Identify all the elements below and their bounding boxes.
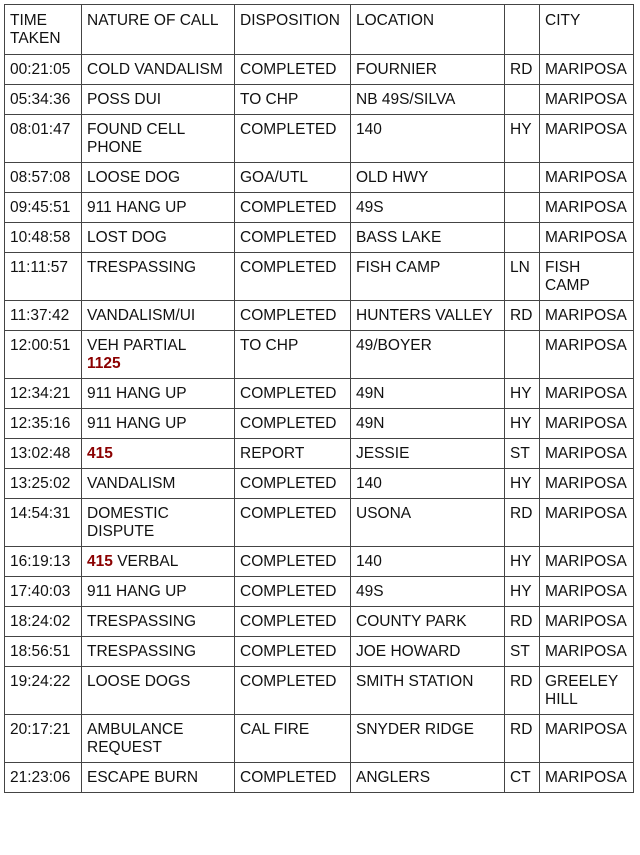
- cell-time: 09:45:51: [5, 193, 82, 223]
- cell-city: MARIPOSA: [540, 763, 634, 793]
- cell-city: MARIPOSA: [540, 547, 634, 577]
- nature-text: POSS DUI: [87, 91, 162, 108]
- table-row: [5, 163, 634, 193]
- incident-code: 415: [87, 553, 113, 570]
- cell-city: MARIPOSA: [540, 637, 634, 667]
- cell-time: 12:35:16: [5, 409, 82, 439]
- cell-direction: ST: [505, 637, 540, 667]
- cell-location: 49N: [351, 379, 505, 409]
- cell-disposition: CAL FIRE: [235, 715, 351, 763]
- nature-text: VANDALISM: [87, 475, 176, 492]
- cell-location: 49S: [351, 577, 505, 607]
- table-row: [5, 409, 634, 439]
- nature-text: TRESPASSING: [87, 259, 197, 276]
- nature-text: 911 HANG UP: [87, 199, 187, 216]
- cell-city: MARIPOSA: [540, 715, 634, 763]
- cell-nature: [82, 193, 235, 223]
- cell-time: 21:23:06: [5, 763, 82, 793]
- cell-location: 140: [351, 469, 505, 499]
- incident-code: 1125: [87, 355, 121, 372]
- cell-city: MARIPOSA: [540, 439, 634, 469]
- cell-disposition: COMPLETED: [235, 499, 351, 547]
- cell-nature: [82, 331, 235, 379]
- cell-city: MARIPOSA: [540, 469, 634, 499]
- table-row: [5, 331, 634, 379]
- header-direction: [505, 5, 540, 55]
- cell-disposition: COMPLETED: [235, 223, 351, 253]
- cell-nature: [82, 409, 235, 439]
- cell-direction: ST: [505, 439, 540, 469]
- cell-direction: HY: [505, 115, 540, 163]
- cell-nature: [82, 577, 235, 607]
- cell-disposition: COMPLETED: [235, 193, 351, 223]
- cell-direction: RD: [505, 715, 540, 763]
- cell-nature: [82, 607, 235, 637]
- cell-location: 140: [351, 547, 505, 577]
- table-row: [5, 469, 634, 499]
- cell-direction: HY: [505, 577, 540, 607]
- cell-disposition: COMPLETED: [235, 409, 351, 439]
- cell-time: 12:34:21: [5, 379, 82, 409]
- cell-disposition: COMPLETED: [235, 607, 351, 637]
- nature-text: ESCAPE BURN: [87, 769, 199, 786]
- cell-time: 08:57:08: [5, 163, 82, 193]
- cell-disposition: COMPLETED: [235, 253, 351, 301]
- nature-text: FOUND CELL PHONE: [87, 121, 185, 156]
- cell-nature: [82, 667, 235, 715]
- cell-nature: [82, 223, 235, 253]
- cell-city: MARIPOSA: [540, 115, 634, 163]
- cell-city: MARIPOSA: [540, 55, 634, 85]
- cell-disposition: REPORT: [235, 439, 351, 469]
- cell-direction: LN: [505, 253, 540, 301]
- cell-location: JESSIE: [351, 439, 505, 469]
- cell-time: 13:25:02: [5, 469, 82, 499]
- table-row: [5, 547, 634, 577]
- nature-text: TRESPASSING: [87, 643, 197, 660]
- cell-nature: [82, 637, 235, 667]
- nature-text: 911 HANG UP: [87, 385, 187, 402]
- table-row: [5, 499, 634, 547]
- cell-city: GREELEY HILL: [540, 667, 634, 715]
- cell-nature: [82, 715, 235, 763]
- cell-direction: RD: [505, 499, 540, 547]
- cell-nature: [82, 85, 235, 115]
- cell-location: FOURNIER: [351, 55, 505, 85]
- cell-time: 18:56:51: [5, 637, 82, 667]
- cell-location: SNYDER RIDGE: [351, 715, 505, 763]
- cell-city: MARIPOSA: [540, 163, 634, 193]
- cell-disposition: COMPLETED: [235, 301, 351, 331]
- cell-time: 20:17:21: [5, 715, 82, 763]
- cell-city: MARIPOSA: [540, 331, 634, 379]
- call-log-table: [4, 4, 634, 793]
- cell-city: MARIPOSA: [540, 301, 634, 331]
- cell-disposition: COMPLETED: [235, 55, 351, 85]
- table-row: [5, 301, 634, 331]
- cell-disposition: COMPLETED: [235, 115, 351, 163]
- header-time: TIME TAKEN: [5, 5, 82, 55]
- cell-nature: [82, 469, 235, 499]
- cell-time: 12:00:51: [5, 331, 82, 379]
- nature-text: TRESPASSING: [87, 613, 197, 630]
- nature-text: VERBAL: [117, 553, 179, 570]
- table-row: [5, 115, 634, 163]
- cell-nature: [82, 301, 235, 331]
- cell-direction: [505, 163, 540, 193]
- cell-time: 10:48:58: [5, 223, 82, 253]
- cell-location: SMITH STATION: [351, 667, 505, 715]
- cell-direction: HY: [505, 379, 540, 409]
- table-row: [5, 637, 634, 667]
- table-row: [5, 85, 634, 115]
- cell-disposition: COMPLETED: [235, 577, 351, 607]
- nature-text: VEH PARTIAL: [87, 337, 187, 354]
- cell-city: MARIPOSA: [540, 607, 634, 637]
- cell-location: 49S: [351, 193, 505, 223]
- cell-disposition: GOA/UTL: [235, 163, 351, 193]
- table-row: [5, 667, 634, 715]
- cell-city: MARIPOSA: [540, 577, 634, 607]
- cell-location: OLD HWY: [351, 163, 505, 193]
- cell-nature: [82, 115, 235, 163]
- cell-location: 49/BOYER: [351, 331, 505, 379]
- cell-nature: [82, 253, 235, 301]
- cell-location: JOE HOWARD: [351, 637, 505, 667]
- cell-location: HUNTERS VALLEY: [351, 301, 505, 331]
- nature-text: 911 HANG UP: [87, 583, 187, 600]
- cell-disposition: COMPLETED: [235, 469, 351, 499]
- cell-location: 49N: [351, 409, 505, 439]
- cell-disposition: COMPLETED: [235, 763, 351, 793]
- cell-city: MARIPOSA: [540, 379, 634, 409]
- table-row: [5, 715, 634, 763]
- cell-disposition: COMPLETED: [235, 547, 351, 577]
- cell-disposition: COMPLETED: [235, 667, 351, 715]
- cell-direction: HY: [505, 409, 540, 439]
- cell-time: 19:24:22: [5, 667, 82, 715]
- cell-city: MARIPOSA: [540, 223, 634, 253]
- cell-time: 18:24:02: [5, 607, 82, 637]
- cell-location: NB 49S/SILVA: [351, 85, 505, 115]
- cell-time: 13:02:48: [5, 439, 82, 469]
- nature-text: LOOSE DOGS: [87, 673, 191, 690]
- incident-code: 415: [87, 445, 113, 462]
- cell-disposition: TO CHP: [235, 85, 351, 115]
- cell-disposition: COMPLETED: [235, 379, 351, 409]
- header-nature: NATURE OF CALL: [82, 5, 235, 55]
- table-row: [5, 253, 634, 301]
- table-row: [5, 55, 634, 85]
- cell-direction: RD: [505, 301, 540, 331]
- cell-nature: [82, 763, 235, 793]
- cell-time: 05:34:36: [5, 85, 82, 115]
- cell-direction: RD: [505, 607, 540, 637]
- cell-direction: HY: [505, 469, 540, 499]
- cell-nature: [82, 163, 235, 193]
- cell-city: MARIPOSA: [540, 499, 634, 547]
- cell-city: MARIPOSA: [540, 85, 634, 115]
- cell-disposition: TO CHP: [235, 331, 351, 379]
- table-row: [5, 193, 634, 223]
- nature-text: LOST DOG: [87, 229, 167, 246]
- cell-city: MARIPOSA: [540, 193, 634, 223]
- cell-location: COUNTY PARK: [351, 607, 505, 637]
- cell-time: 11:37:42: [5, 301, 82, 331]
- cell-direction: [505, 223, 540, 253]
- table-row: [5, 577, 634, 607]
- header-disposition: DISPOSITION: [235, 5, 351, 55]
- cell-nature: [82, 55, 235, 85]
- cell-time: 17:40:03: [5, 577, 82, 607]
- cell-nature: [82, 499, 235, 547]
- cell-direction: [505, 85, 540, 115]
- header-location: LOCATION: [351, 5, 505, 55]
- cell-time: 11:11:57: [5, 253, 82, 301]
- cell-direction: RD: [505, 667, 540, 715]
- cell-time: 08:01:47: [5, 115, 82, 163]
- cell-time: 00:21:05: [5, 55, 82, 85]
- header-row: [5, 5, 634, 55]
- nature-text: DOMESTIC DISPUTE: [87, 505, 169, 540]
- cell-time: 16:19:13: [5, 547, 82, 577]
- cell-direction: [505, 193, 540, 223]
- cell-location: FISH CAMP: [351, 253, 505, 301]
- table-row: [5, 379, 634, 409]
- table-row: [5, 223, 634, 253]
- cell-nature: [82, 439, 235, 469]
- cell-disposition: COMPLETED: [235, 637, 351, 667]
- nature-text: COLD VANDALISM: [87, 61, 223, 78]
- cell-location: ANGLERS: [351, 763, 505, 793]
- cell-nature: [82, 379, 235, 409]
- table-row: [5, 439, 634, 469]
- nature-text: AMBULANCE REQUEST: [87, 721, 184, 756]
- table-row: [5, 607, 634, 637]
- nature-text: 911 HANG UP: [87, 415, 187, 432]
- cell-direction: RD: [505, 55, 540, 85]
- cell-direction: [505, 331, 540, 379]
- cell-direction: HY: [505, 547, 540, 577]
- cell-location: 140: [351, 115, 505, 163]
- table-row: [5, 763, 634, 793]
- header-city: CITY: [540, 5, 634, 55]
- cell-city: MARIPOSA: [540, 409, 634, 439]
- cell-nature: [82, 547, 235, 577]
- cell-location: BASS LAKE: [351, 223, 505, 253]
- cell-location: USONA: [351, 499, 505, 547]
- nature-text: LOOSE DOG: [87, 169, 181, 186]
- cell-time: 14:54:31: [5, 499, 82, 547]
- cell-city: FISH CAMP: [540, 253, 634, 301]
- cell-direction: CT: [505, 763, 540, 793]
- nature-text: VANDALISM/UI: [87, 307, 196, 324]
